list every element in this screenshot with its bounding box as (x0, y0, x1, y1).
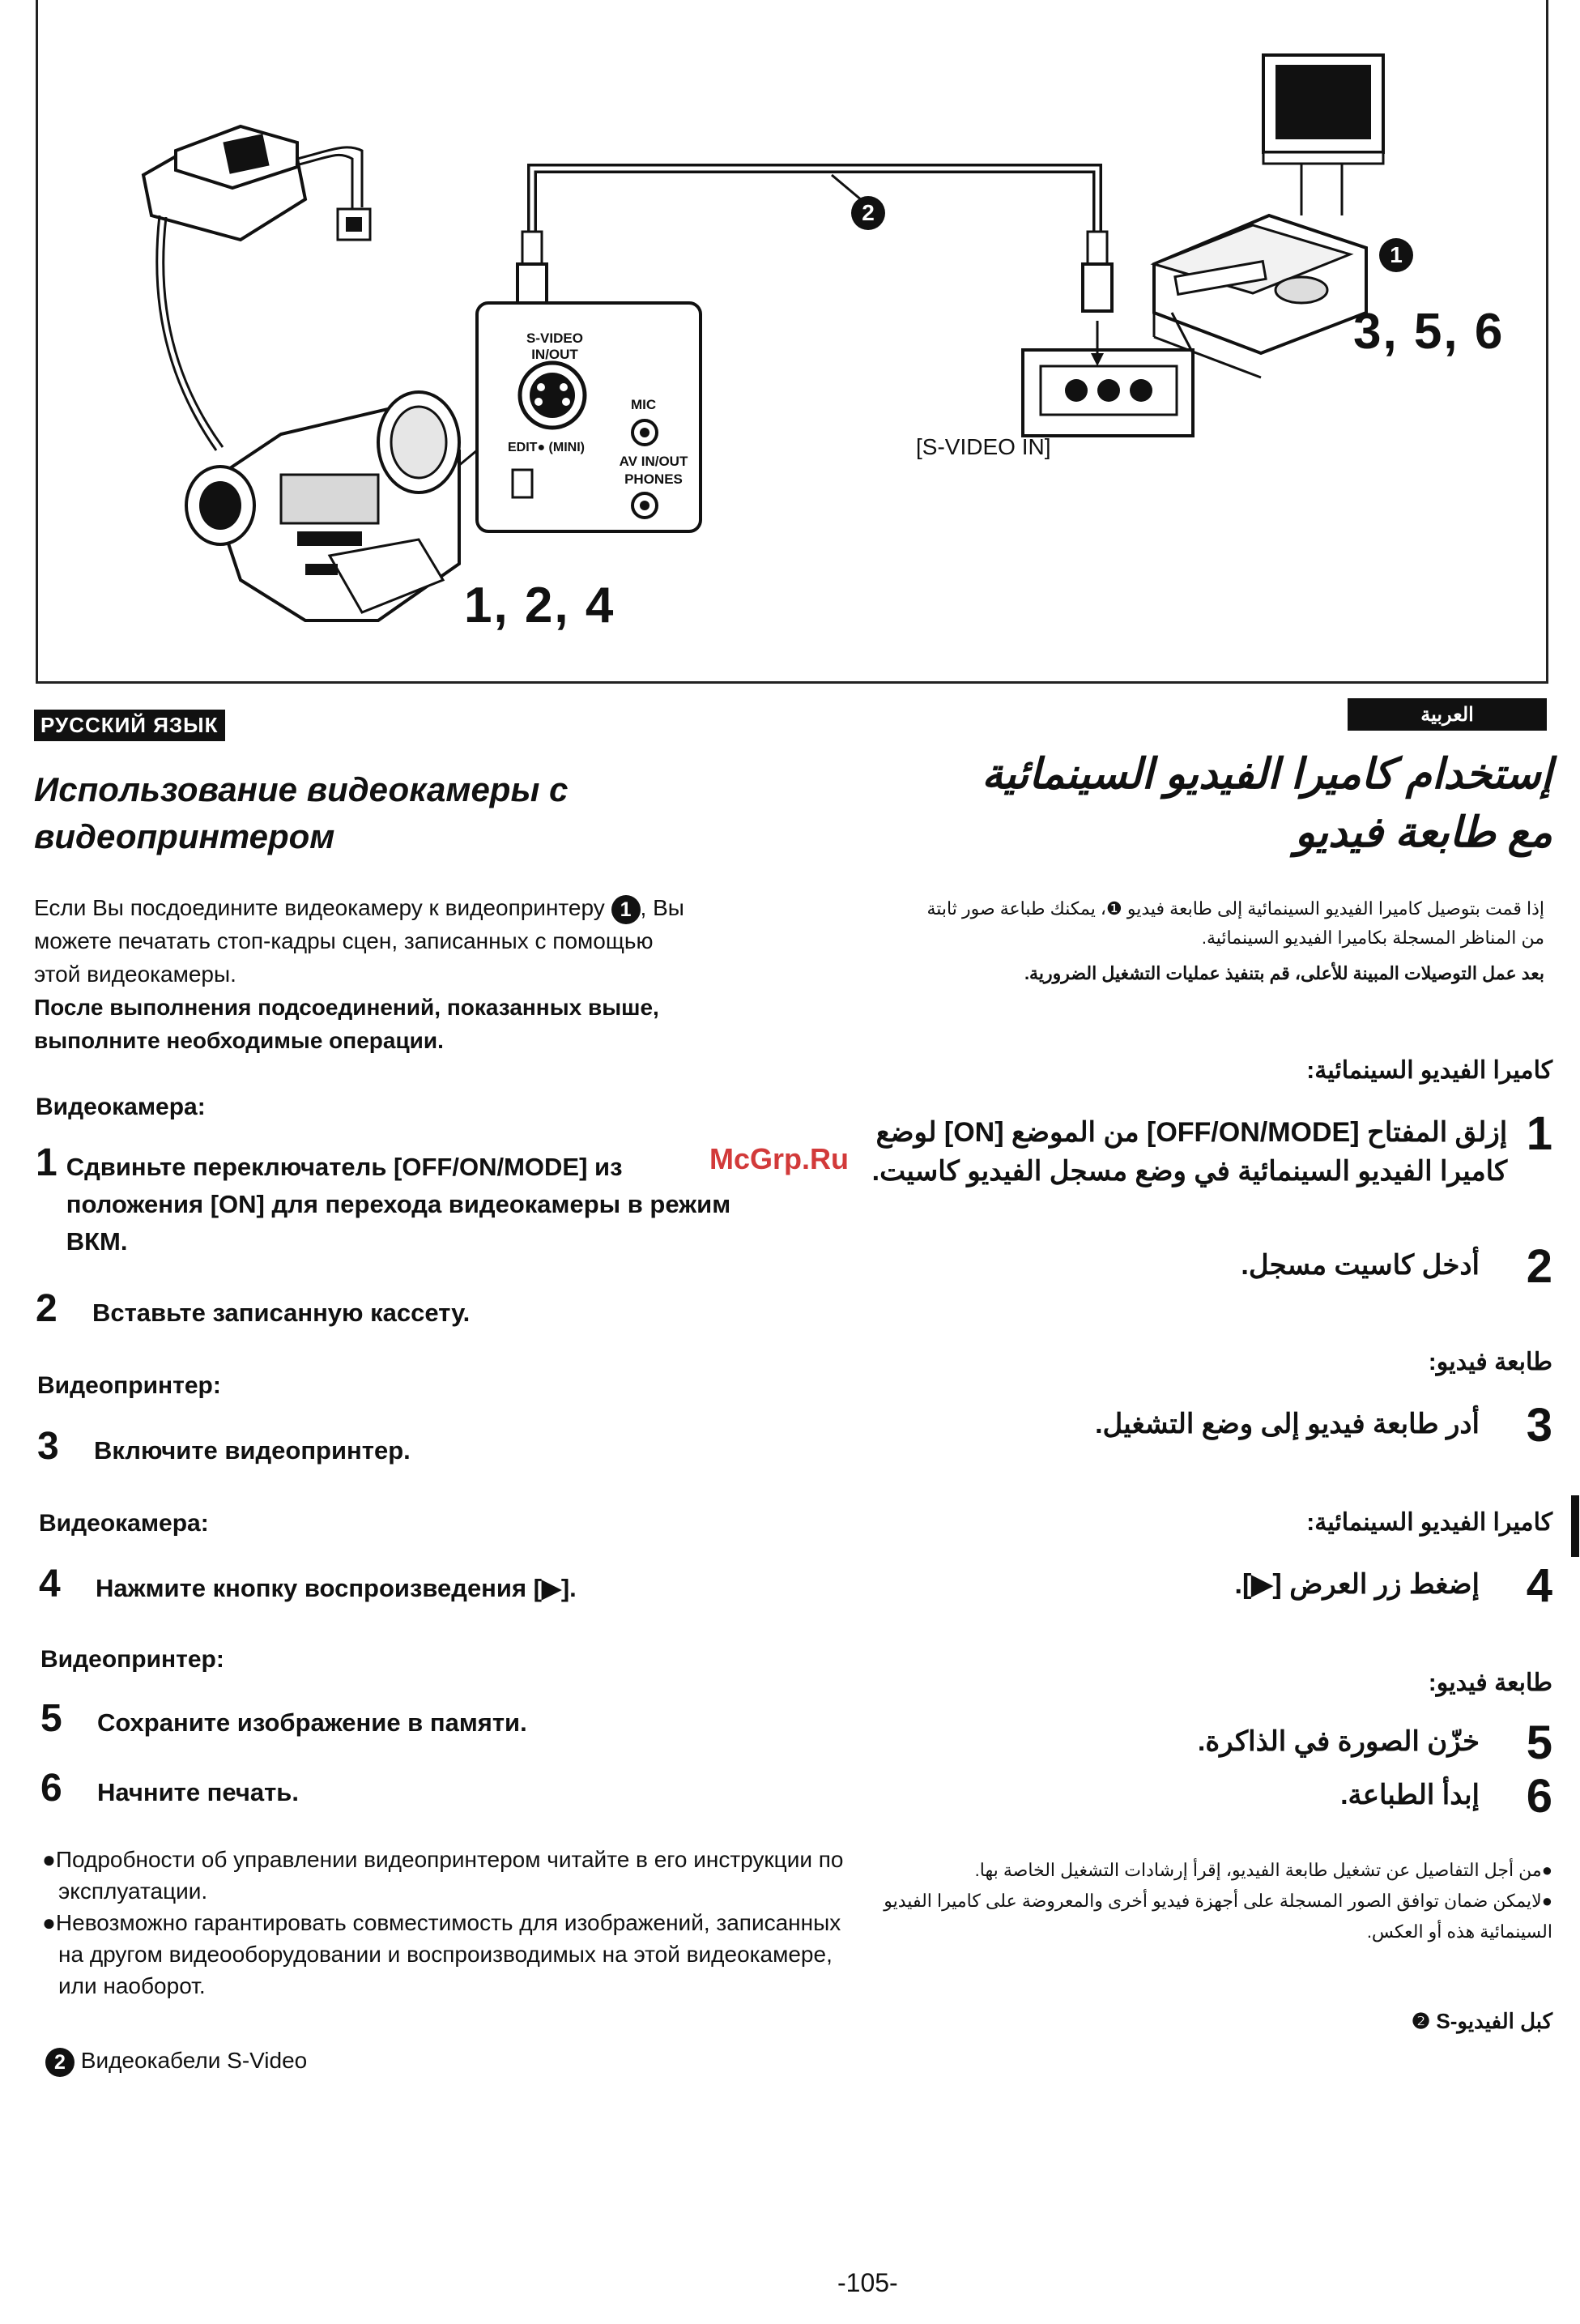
mic-label: MIC (631, 397, 657, 412)
ar-step-5 (856, 1716, 1552, 1769)
ar-note-1: ●من أجل التفاصيل عن تشغيل طابعة الفيديو، إقرأ إرشادات التشغيل الخاصة بها. (974, 1860, 1552, 1880)
ru-step-3-num: 3 (37, 1425, 59, 1468)
arabic-language-tab: العربية (1348, 698, 1547, 731)
ar-step-4-num: 4 (1526, 1559, 1552, 1612)
ru-step-4-text: Нажмите кнопку воспроизведения [▶]. (96, 1574, 577, 1602)
ar-section-printer-2: طابعة فيديو: (1428, 1669, 1552, 1696)
ru-step-4-num: 4 (39, 1563, 61, 1605)
ru-intro-line2: можете печатать стоп-кадры сцен, записанных с помощью (34, 928, 654, 953)
svideo-inout-label (514, 330, 595, 363)
camcorder-icon (186, 392, 459, 620)
ar-intro-bold: بعد عمل التوصيلات المبينة للأعلى، قم بتنفيذ عمليات التشغيل الضرورية. (1024, 963, 1544, 983)
ru-step-2-text: Вставьте записанную кассету. (92, 1298, 471, 1327)
avinout-label: AV IN/OUT (619, 454, 688, 469)
ru-step-5 (40, 1698, 769, 1742)
watermark: McGrp.Ru (709, 1142, 850, 1175)
ru-step-6-num: 6 (40, 1767, 62, 1810)
ar-step-4-text: إضغط زر العرض [▶]. (1234, 1569, 1480, 1600)
ru-cable-marker: 2 (45, 2048, 75, 2077)
ar-section-camera-2: كاميرا الفيديو السينمائية: (1306, 1509, 1552, 1536)
ru-step-3-text: Включите видеопринтер. (94, 1436, 411, 1465)
ar-section-camera: كاميرا الفيديو السينمائية: (1306, 1057, 1552, 1084)
ru-step-5-text: Сохраните изображение в памяти. (97, 1708, 527, 1737)
ar-step-6 (856, 1772, 1552, 1821)
ar-step-3 (856, 1401, 1552, 1450)
svideo-label-line1: S-VIDEO (526, 330, 583, 346)
ru-page-title (34, 766, 763, 860)
ar-intro-line1: إذا قمت بتوصيل كاميرا الفيديو السينمائية إلى طابعة فيديو ❶، يمكنك طباعة صور ثابتة (926, 898, 1544, 919)
printer-steps-label: 3, 5, 6 (1353, 304, 1505, 360)
ru-step-1 (36, 1142, 764, 1260)
ru-notes (42, 1844, 844, 2002)
ar-step-5-text: خزّن الصورة في الذاكرة. (1197, 1726, 1480, 1757)
ru-cable-note (45, 2045, 307, 2077)
ar-step-6-text: إبدأ الطباعة. (1340, 1780, 1480, 1810)
ru-intro-bold1: После выполнения подсоединений, показанных выше, (34, 995, 659, 1020)
printer-marker: 1 (1379, 238, 1413, 272)
ar-title-line1: إستخدام كاميرا الفيديو السينمائية (982, 751, 1552, 798)
ru-intro-line3: этой видеокамеры. (34, 962, 236, 987)
ar-step-4 (856, 1559, 1552, 1612)
edit-mini-label: EDIT● (MINI) (508, 441, 585, 454)
ru-step-4 (39, 1563, 768, 1607)
ar-step-2-text: أدخل كاسيت مسجل. (1241, 1250, 1480, 1281)
ru-section-camera: Видеокамера: (36, 1094, 206, 1120)
ru-note-1: ●Подробности об управлении видеопринтером читайте в его инструкции по эксплуатации. (42, 1847, 844, 1904)
ar-step-1-num: 1 (1526, 1107, 1552, 1160)
ru-intro-1b: , Вы (640, 895, 684, 920)
ru-title-line2: видеопринтером (34, 817, 335, 855)
ru-section-printer-2: Видеопринтер: (40, 1646, 224, 1673)
ru-step-6 (40, 1768, 769, 1811)
ru-intro-line1 (34, 891, 828, 924)
ar-page-title (824, 745, 1552, 862)
svideo-in-label: [S-VIDEO IN] (916, 434, 1051, 459)
svideo-label-line2: IN/OUT (531, 347, 578, 362)
ru-step-1-num: 1 (36, 1141, 57, 1184)
ru-step-6-text: Начните печать. (97, 1778, 299, 1806)
ru-note-2: ●Невозможно гарантировать совместимость для изображений, записанных на другом видеооборудовании и воспроизводимых на этой видеокамере, или наоборот. (42, 1910, 841, 1998)
ar-title-line2: مع طابعة فيديو (1294, 809, 1552, 856)
ru-intro-1a: Если Вы посдоедините видеокамеру к видеопринтеру (34, 895, 605, 920)
ru-step-2-num: 2 (36, 1287, 57, 1330)
ru-intro-bold2: выполните необходимые операции. (34, 1028, 444, 1053)
ru-title-line1: Использование видеокамеры с (34, 770, 569, 808)
ar-section-printer: طابعة فيديو: (1428, 1349, 1552, 1375)
ac-adapter-icon (143, 126, 370, 450)
ar-intro (848, 894, 1544, 988)
ar-step-1-text: إزلق المفتاح [OFF/ON/MODE] من الموضع [ON] لوضع كاميرا الفيديو السينمائية في وضع مسجل الفيديو كاسيت. (871, 1117, 1508, 1187)
ar-note-2: ●لايمكن ضمان توافق الصور المسجلة على أجهزة فيديو أخرى والمعروضة على كاميرا الفيديو السينمائية هذه أو العكس. (884, 1891, 1552, 1942)
ar-step-5-num: 5 (1526, 1716, 1552, 1769)
ru-intro (34, 891, 828, 1057)
ar-step-1 (856, 1107, 1552, 1191)
cable-marker: 2 (851, 196, 885, 230)
russian-language-tab: РУССКИЙ ЯЗЫК (34, 710, 225, 741)
ar-notes (840, 1855, 1552, 1947)
ru-section-camera-2: Видеокамера: (39, 1510, 209, 1537)
ru-intro-marker: 1 (611, 895, 641, 924)
ru-step-1-text: Сдвиньте переключатель [OFF/ON/MODE] из положения [ON] для перехода видеокамеры в режим ВКМ. (66, 1153, 731, 1256)
ar-cable-note: كبل الفيديو-S ❷ (1411, 2009, 1552, 2033)
ru-step-5-num: 5 (40, 1697, 62, 1740)
phones-label: PHONES (624, 471, 683, 487)
section-side-marker (1571, 1495, 1579, 1557)
ru-step-2 (36, 1288, 764, 1332)
ar-step-3-text: أدر طابعة فيديو إلى وضع التشغيل. (1095, 1409, 1480, 1439)
av-phones-label (605, 453, 702, 488)
ru-section-printer: Видеопринтер: (37, 1372, 221, 1399)
connection-diagram (36, 0, 1548, 684)
ar-step-6-num: 6 (1526, 1770, 1552, 1823)
ar-intro-line2: من المناظر المسجلة بكاميرا الفيديو السينمائية. (1201, 927, 1544, 948)
ar-step-2 (856, 1240, 1552, 1293)
ru-step-3 (37, 1426, 766, 1469)
camera-steps-label: 1, 2, 4 (464, 578, 615, 633)
diagram-illustration (38, 0, 1551, 684)
ar-step-2-num: 2 (1526, 1240, 1552, 1293)
printer-jack-callout (1023, 313, 1193, 436)
tv-monitor-icon (1263, 55, 1383, 215)
ar-step-3-num: 3 (1526, 1399, 1552, 1452)
page-number: -105- (837, 2268, 898, 2297)
ru-cable-text: Видеокабели S-Video (80, 2048, 308, 2073)
